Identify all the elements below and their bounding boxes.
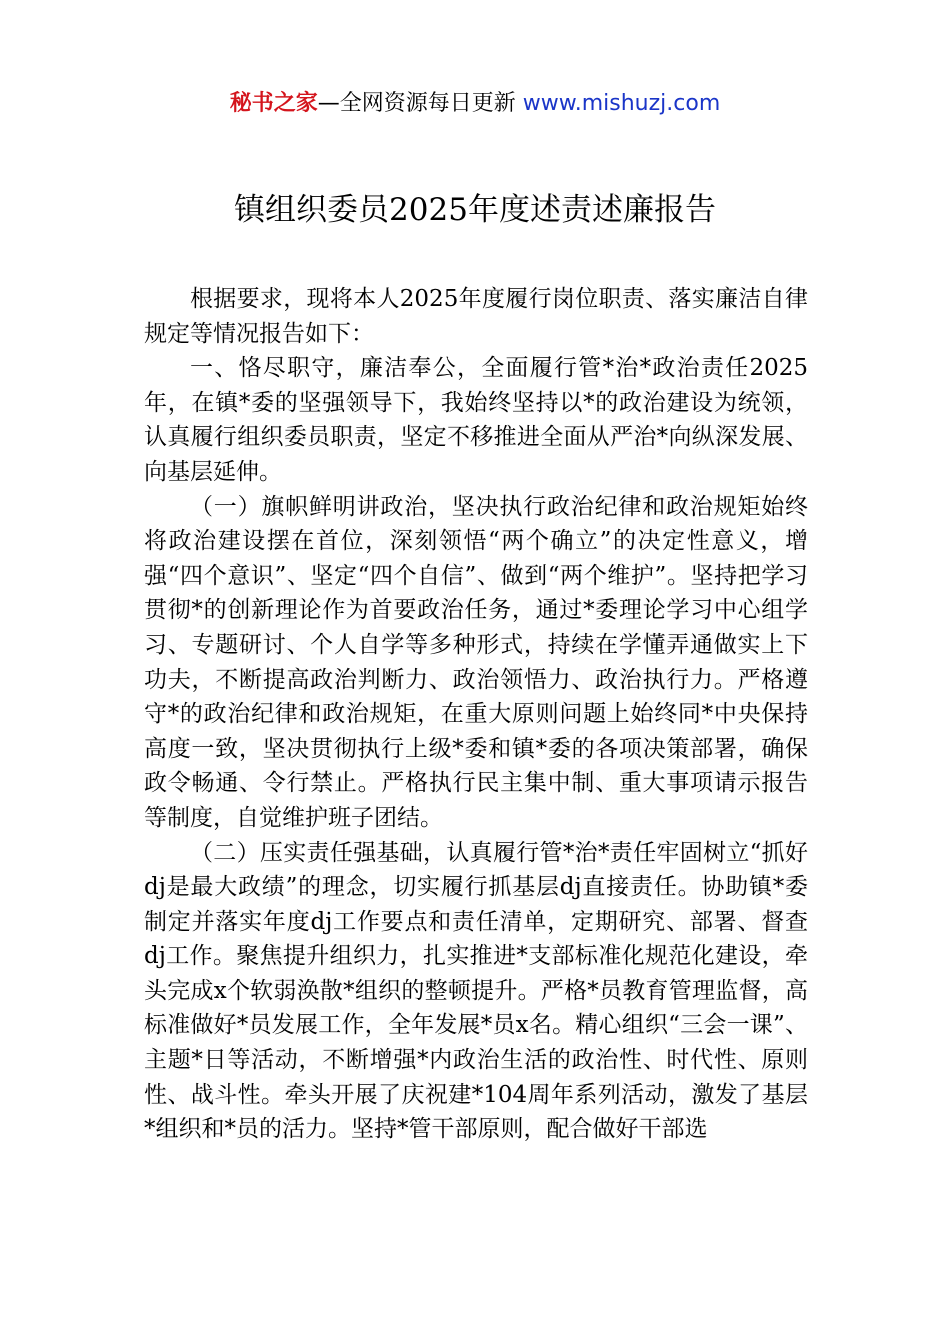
header-site-link[interactable]: www.mishuzj.com xyxy=(522,91,721,116)
site-header xyxy=(0,88,950,120)
document-title: 镇组织委员2025年度述责述廉报告 xyxy=(234,192,716,228)
paragraph-subsection-2: （二）压实责任强基础，认真履行管*治*责任牢固树立“抓好dj是最大政绩”的理念，切实履行抓基层dj直接责任。协助镇*委制定并落实年度dj工作要点和责任清单，定期研究、部署、督查dj工作。聚焦提升组织力，扎实推进*支部标准化规范化建设，牵头完成x个软弱涣散*组织的整顿提升。严格*员教育管理监督，高标准做好*员发展工作，全年发展*员x名。精心组织“三会一课”、主题*日等活动，不断增强*内政治生活的政治性、时代性、原则性、战斗性。牵头开展了庆祝建*104周年系列活动，激发了基层*组织和*员的活力。坚持*管干部原则，配合做好干部选 xyxy=(144,839,808,1143)
header-tagline: —全网资源每日更新 xyxy=(317,91,523,116)
paragraph-section-1: 一、恪尽职守，廉洁奉公，全面履行管*治*政治责任2025年，在镇*委的坚强领导下，我始终坚持以*的政治建设为统领，认真履行组织委员职责，坚定不移推进全面从严治*向纵深发展、向基层延伸。 xyxy=(144,355,808,485)
document-body xyxy=(144,282,808,1147)
header-brand: 秘书之家 xyxy=(229,91,318,116)
paragraph-subsection-1: （一）旗帜鲜明讲政治，坚决执行政治纪律和政治规矩始终将政治建设摆在首位，深刻领悟“两个确立”的决定性意义，增强“四个意识”、坚定“四个自信”、做到“两个维护”。坚持把学习贯彻*的创新理论作为首要政治任务，通过*委理论学习中心组学习、专题研讨、个人自学等多种形式，持续在学懂弄通做实上下功夫，不断提高政治判断力、政治领悟力、政治执行力。严格遵守*的政治纪律和政治规矩，在重大原则问题上始终同*中央保持高度一致，坚决贯彻执行上级*委和镇*委的各项决策部署，确保政令畅通、令行禁止。严格执行民主集中制、重大事项请示报告等制度，自觉维护班子团结。 xyxy=(144,493,808,831)
paragraph-intro: 根据要求，现将本人2025年度履行岗位职责、落实廉洁自律规定等情况报告如下： xyxy=(144,286,808,347)
